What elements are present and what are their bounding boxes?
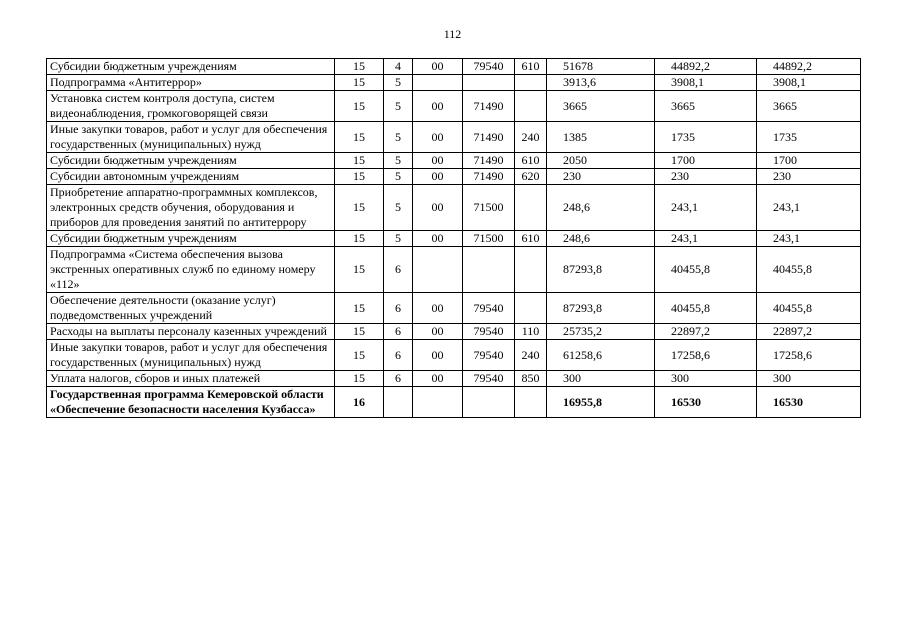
- value-year-1: 3665: [547, 91, 655, 122]
- code-mer: 00: [413, 59, 463, 75]
- table-row: [47, 371, 861, 387]
- code-gp: 15: [335, 231, 384, 247]
- value-year-2: 243,1: [655, 231, 757, 247]
- value-year-3: 44892,2: [757, 59, 861, 75]
- table-row: [47, 231, 861, 247]
- code-vr: 610: [515, 153, 547, 169]
- code-vr: [515, 387, 547, 418]
- value-year-2: 40455,8: [655, 293, 757, 324]
- row-name: Субсидии бюджетным учреждениям: [47, 153, 335, 169]
- code-vr: 610: [515, 59, 547, 75]
- code-gp: 15: [335, 340, 384, 371]
- row-name: Подпрограмма «Антитеррор»: [47, 75, 335, 91]
- code-napr: 71490: [463, 169, 515, 185]
- row-name: Иные закупки товаров, работ и услуг для обеспечения государственных (муниципальных) нужд: [47, 340, 335, 371]
- table-row: [47, 153, 861, 169]
- value-year-1: 87293,8: [547, 247, 655, 293]
- code-vr: [515, 247, 547, 293]
- code-gp: 15: [335, 75, 384, 91]
- value-year-1: 16955,8: [547, 387, 655, 418]
- code-gp: 15: [335, 247, 384, 293]
- code-vr: 240: [515, 122, 547, 153]
- code-napr: 79540: [463, 293, 515, 324]
- code-mer: [413, 387, 463, 418]
- table-row: [47, 247, 861, 293]
- code-mer: [413, 247, 463, 293]
- row-name: Расходы на выплаты персоналу казенных учреждений: [47, 324, 335, 340]
- code-napr: 71500: [463, 185, 515, 231]
- row-name: Государственная программа Кемеровской области «Обеспечение безопасности населения Кузбасса»: [47, 387, 335, 418]
- code-pp: 6: [384, 247, 413, 293]
- code-napr: 71490: [463, 153, 515, 169]
- table-row: [47, 185, 861, 231]
- value-year-1: 300: [547, 371, 655, 387]
- value-year-3: 40455,8: [757, 293, 861, 324]
- code-gp: 15: [335, 59, 384, 75]
- code-mer: 00: [413, 91, 463, 122]
- code-vr: 110: [515, 324, 547, 340]
- value-year-2: 3908,1: [655, 75, 757, 91]
- value-year-3: 3908,1: [757, 75, 861, 91]
- code-vr: [515, 293, 547, 324]
- code-mer: 00: [413, 185, 463, 231]
- value-year-1: 3913,6: [547, 75, 655, 91]
- row-name: Субсидии бюджетным учреждениям: [47, 231, 335, 247]
- value-year-1: 25735,2: [547, 324, 655, 340]
- value-year-1: 61258,6: [547, 340, 655, 371]
- code-pp: 6: [384, 293, 413, 324]
- value-year-3: 243,1: [757, 185, 861, 231]
- code-vr: [515, 91, 547, 122]
- value-year-2: 1735: [655, 122, 757, 153]
- value-year-3: 300: [757, 371, 861, 387]
- code-gp: 15: [335, 153, 384, 169]
- code-mer: 00: [413, 324, 463, 340]
- value-year-2: 1700: [655, 153, 757, 169]
- budget-table: [46, 58, 861, 418]
- code-gp: 15: [335, 169, 384, 185]
- code-mer: [413, 75, 463, 91]
- code-pp: 6: [384, 371, 413, 387]
- row-name: Подпрограмма «Система обеспечения вызова экстренных оперативных служб по единому номеру «112»: [47, 247, 335, 293]
- value-year-1: 2050: [547, 153, 655, 169]
- value-year-2: 3665: [655, 91, 757, 122]
- code-vr: 850: [515, 371, 547, 387]
- value-year-3: 230: [757, 169, 861, 185]
- code-napr: [463, 247, 515, 293]
- code-mer: 00: [413, 293, 463, 324]
- value-year-2: 230: [655, 169, 757, 185]
- code-gp: 15: [335, 185, 384, 231]
- code-gp: 16: [335, 387, 384, 418]
- value-year-3: 40455,8: [757, 247, 861, 293]
- code-pp: 5: [384, 91, 413, 122]
- code-vr: 610: [515, 231, 547, 247]
- value-year-3: 16530: [757, 387, 861, 418]
- code-vr: [515, 75, 547, 91]
- row-name: Субсидии бюджетным учреждениям: [47, 59, 335, 75]
- value-year-3: 17258,6: [757, 340, 861, 371]
- code-mer: 00: [413, 153, 463, 169]
- code-napr: 79540: [463, 59, 515, 75]
- value-year-3: 3665: [757, 91, 861, 122]
- value-year-1: 51678: [547, 59, 655, 75]
- value-year-1: 230: [547, 169, 655, 185]
- value-year-3: 1700: [757, 153, 861, 169]
- code-pp: 5: [384, 231, 413, 247]
- table-row: [47, 91, 861, 122]
- code-mer: 00: [413, 340, 463, 371]
- code-gp: 15: [335, 91, 384, 122]
- code-pp: 6: [384, 340, 413, 371]
- code-vr: [515, 185, 547, 231]
- code-gp: 15: [335, 293, 384, 324]
- value-year-3: 243,1: [757, 231, 861, 247]
- code-pp: [384, 387, 413, 418]
- value-year-2: 40455,8: [655, 247, 757, 293]
- value-year-2: 44892,2: [655, 59, 757, 75]
- code-pp: 5: [384, 185, 413, 231]
- value-year-3: 22897,2: [757, 324, 861, 340]
- row-name: Приобретение аппаратно-программных комплексов, электронных средств обучения, оборудования и приборов для проведения занятий по антитеррору: [47, 185, 335, 231]
- code-napr: 71490: [463, 91, 515, 122]
- table-row: [47, 122, 861, 153]
- value-year-1: 1385: [547, 122, 655, 153]
- code-napr: 79540: [463, 340, 515, 371]
- row-name: Иные закупки товаров, работ и услуг для обеспечения государственных (муниципальных) нужд: [47, 122, 335, 153]
- code-vr: 240: [515, 340, 547, 371]
- value-year-2: 16530: [655, 387, 757, 418]
- code-napr: 79540: [463, 324, 515, 340]
- code-mer: 00: [413, 231, 463, 247]
- code-pp: 5: [384, 122, 413, 153]
- table-row: [47, 169, 861, 185]
- code-napr: [463, 387, 515, 418]
- code-pp: 5: [384, 75, 413, 91]
- row-name: Обеспечение деятельности (оказание услуг) подведомственных учреждений: [47, 293, 335, 324]
- table-row: [47, 75, 861, 91]
- code-pp: 5: [384, 153, 413, 169]
- code-napr: 71490: [463, 122, 515, 153]
- code-napr: [463, 75, 515, 91]
- table-row: [47, 59, 861, 75]
- code-mer: 00: [413, 371, 463, 387]
- code-gp: 15: [335, 324, 384, 340]
- code-napr: 71500: [463, 231, 515, 247]
- code-gp: 15: [335, 371, 384, 387]
- code-gp: 15: [335, 122, 384, 153]
- code-pp: 6: [384, 324, 413, 340]
- value-year-1: 248,6: [547, 185, 655, 231]
- table-row: [47, 387, 861, 418]
- table-body: [47, 59, 861, 418]
- value-year-1: 248,6: [547, 231, 655, 247]
- value-year-2: 17258,6: [655, 340, 757, 371]
- code-vr: 620: [515, 169, 547, 185]
- code-pp: 5: [384, 169, 413, 185]
- value-year-3: 1735: [757, 122, 861, 153]
- code-napr: 79540: [463, 371, 515, 387]
- row-name: Уплата налогов, сборов и иных платежей: [47, 371, 335, 387]
- value-year-1: 87293,8: [547, 293, 655, 324]
- page-number: 112: [443, 27, 462, 41]
- value-year-2: 22897,2: [655, 324, 757, 340]
- table-row: [47, 293, 861, 324]
- code-mer: 00: [413, 169, 463, 185]
- code-pp: 4: [384, 59, 413, 75]
- row-name: Субсидии автономным учреждениям: [47, 169, 335, 185]
- code-mer: 00: [413, 122, 463, 153]
- row-name: Установка систем контроля доступа, систем видеонаблюдения, громкоговорящей связи: [47, 91, 335, 122]
- value-year-2: 300: [655, 371, 757, 387]
- table-row: [47, 340, 861, 371]
- value-year-2: 243,1: [655, 185, 757, 231]
- table-row: [47, 324, 861, 340]
